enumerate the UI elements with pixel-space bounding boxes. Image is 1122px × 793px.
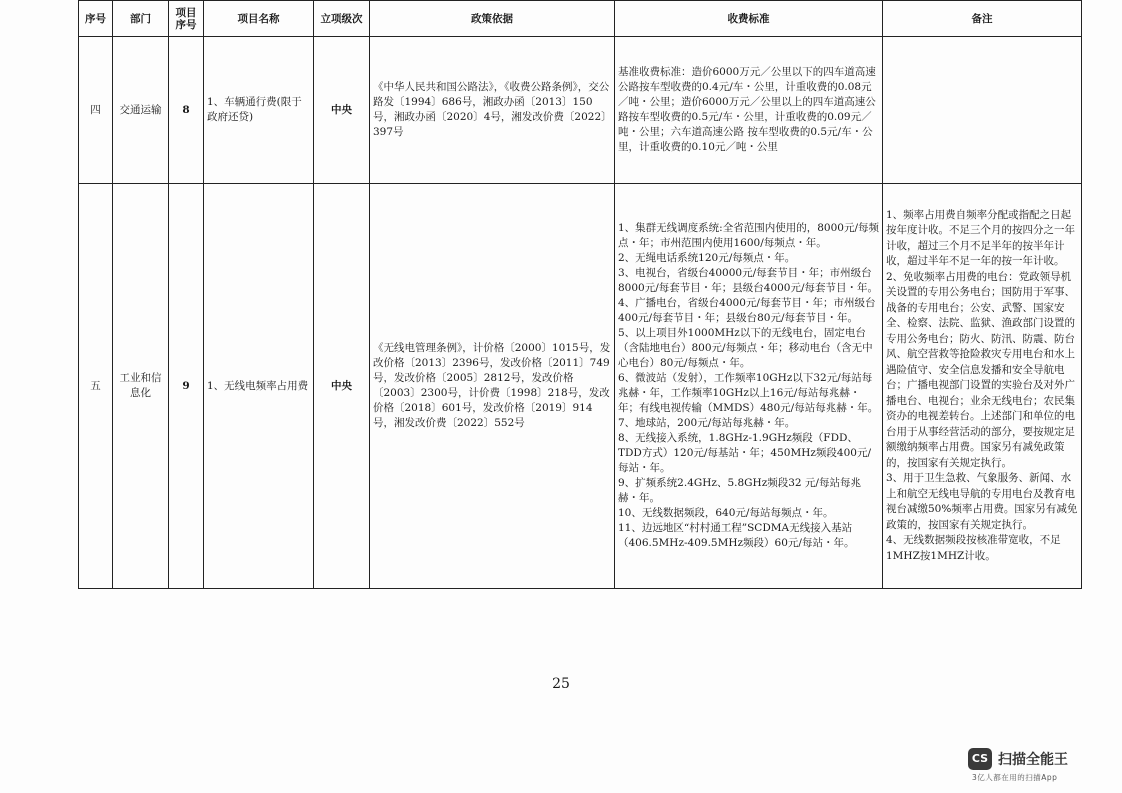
page-number: 25 [552, 676, 570, 692]
standard-item: 8、无线接入系统，1.8GHz-1.9GHz频段（FDD、TDD方式）120元/每基站・年；450MHz频段400元/每站・年。 [618, 432, 871, 474]
standard-item: 1、集群无线调度系统:全省范围内使用的，8000元/每频点・年；市州范围内使用1600/每频点・年。 [618, 222, 879, 249]
table-header-row [79, 1, 1082, 37]
row-department: 工业和信息化 [113, 184, 169, 589]
row-level: 中央 [314, 184, 370, 589]
header-department: 部门 [113, 1, 169, 37]
remark-item: 4、无线数据频段按核准带宽收，不足1MHZ按1MHZ计收。 [886, 534, 1061, 562]
remark-item: 3、用于卫生急救、气象服务、新闻、水上和航空无线电导航的专用电台及教育电视台减缴50%频率占用费。国家另有减免政策的，按国家有关规定执行。 [886, 472, 1078, 531]
header-item-seq: 项目序号 [169, 1, 204, 37]
remark-item: 1、频率占用费自频率分配或指配之日起按年度计收。不足三个月的按四分之一年计收，超过三个月不足半年的按半年计收，超过半年不足一年的按一年计收。 [886, 208, 1075, 268]
table-row [79, 37, 1082, 184]
row-standard: 基准收费标准：造价6000万元／公里以下的四车道高速公路按车型收费的0.4元/车・公里，计重收费的0.08元／吨・公里；造价6000万元／公里以上的四车道高速公路按车型收费的0.5元/车・公里，计重收费的0.09元／吨・公里；六车道高速公路 按车型收费的0.5元/车・公里，计重收费的0.10元／吨・公里 [615, 37, 883, 184]
row-standard [615, 184, 883, 589]
fee-standard-table [78, 0, 1082, 589]
row-basis: 《中华人民共和国公路法》，《收费公路条例》，交公路发〔1994〕686号，湘政办函〔2013〕150号，湘政办函〔2020〕4号，湘发改价费〔2022〕397号 [370, 37, 615, 184]
scanner-watermark [968, 746, 1108, 784]
row-basis: 《无线电管理条例》，计价格〔2000〕1015号，发改价格〔2013〕2396号，发改价格〔2011〕749号，发改价格〔2005〕2812号，发改价格〔2003〕2300号，计价费〔1998〕218号，发改价格〔2018〕601号，发改价格〔2019〕914号，湘发改价费〔2022〕552号 [370, 184, 615, 589]
row-item-name: 1、车辆通行费(限于政府还贷) [204, 37, 314, 184]
header-item-name: 项目名称 [204, 1, 314, 37]
row-seq: 四 [79, 37, 113, 184]
header-basis: 政策依据 [370, 1, 615, 37]
standard-item: 9、扩频系统2.4GHz、5.8GHz频段32 元/每站每兆赫・年。 [618, 477, 861, 504]
watermark-app-name: 扫描全能王 [998, 752, 1068, 768]
row-department: 交通运输 [113, 37, 169, 184]
row-item-seq: 8 [169, 37, 204, 184]
table-row [79, 184, 1082, 589]
row-remarks [883, 184, 1082, 589]
standard-item: 11、边远地区“村村通工程”SCDMA无线接入基站（406.5MHz-409.5MHz频段）60元/每站・年。 [618, 522, 855, 549]
remark-item: 2、免收频率占用费的电台：党政领导机关设置的专用公务电台；国防用于军事、战备的专用电台；公安、武警、国家安全、检察、法院、监狱、渔政部门设置的专用公务电台；防火、防汛、防震、防台风、航空营救等抢险救灾专用电台和水上遇险值守、安全信息发播和安全导航电台；广播电视部门设置的实验台及对外广播电台、电视台；业余无线电台；农民集资办的电视差转台。上述部门和单位的电台用于从事经营活动的部分，要按规定足额缴纳频率占用费。国家另有减免政策的，按国家有关规定执行。 [886, 270, 1075, 469]
row-remarks [883, 37, 1082, 184]
header-standard: 收费标准 [615, 1, 883, 37]
row-level: 中央 [314, 37, 370, 184]
standard-item: 6、微波站（发射），工作频率10GHz以下32元/每站每兆赫・年，工作频率10GHz以上16元/每站每兆赫・年；有线电视传输（MMDS）480元/每站每兆赫・年。 [618, 372, 879, 414]
standard-item: 7、地球站，200元/每站每兆赫・年。 [618, 417, 796, 429]
row-item-seq: 9 [169, 184, 204, 589]
standard-item: 5、以上项目外1000MHz以下的无线电台，固定电台（含陆地电台）800元/每频点・年；移动电台（含无中心电台）80元/每频点・年。 [618, 327, 873, 369]
standard-item: 2、无绳电话系统120元/每频点・年。 [618, 252, 796, 264]
header-remarks: 备注 [883, 1, 1082, 37]
standard-item: 3、电视台，省级台40000元/每套节目・年；市州级台8000元/每套节目・年；县级台4000元/每套节目・年。 [618, 267, 879, 294]
standard-item: 10、无线数据频段，640元/每站每频点・年。 [618, 507, 834, 519]
header-level: 立项级次 [314, 1, 370, 37]
header-seq: 序号 [79, 1, 113, 37]
row-seq: 五 [79, 184, 113, 589]
row-item-name: 1、无线电频率占用费 [204, 184, 314, 589]
camscanner-logo-icon: CS [968, 748, 992, 770]
watermark-tagline: 3亿人都在用的扫描App [972, 773, 1058, 782]
standard-item: 4、广播电台，省级台4000元/每套节目・年；市州级台400元/每套节目・年；县级台80元/每套节目・年。 [618, 297, 876, 324]
